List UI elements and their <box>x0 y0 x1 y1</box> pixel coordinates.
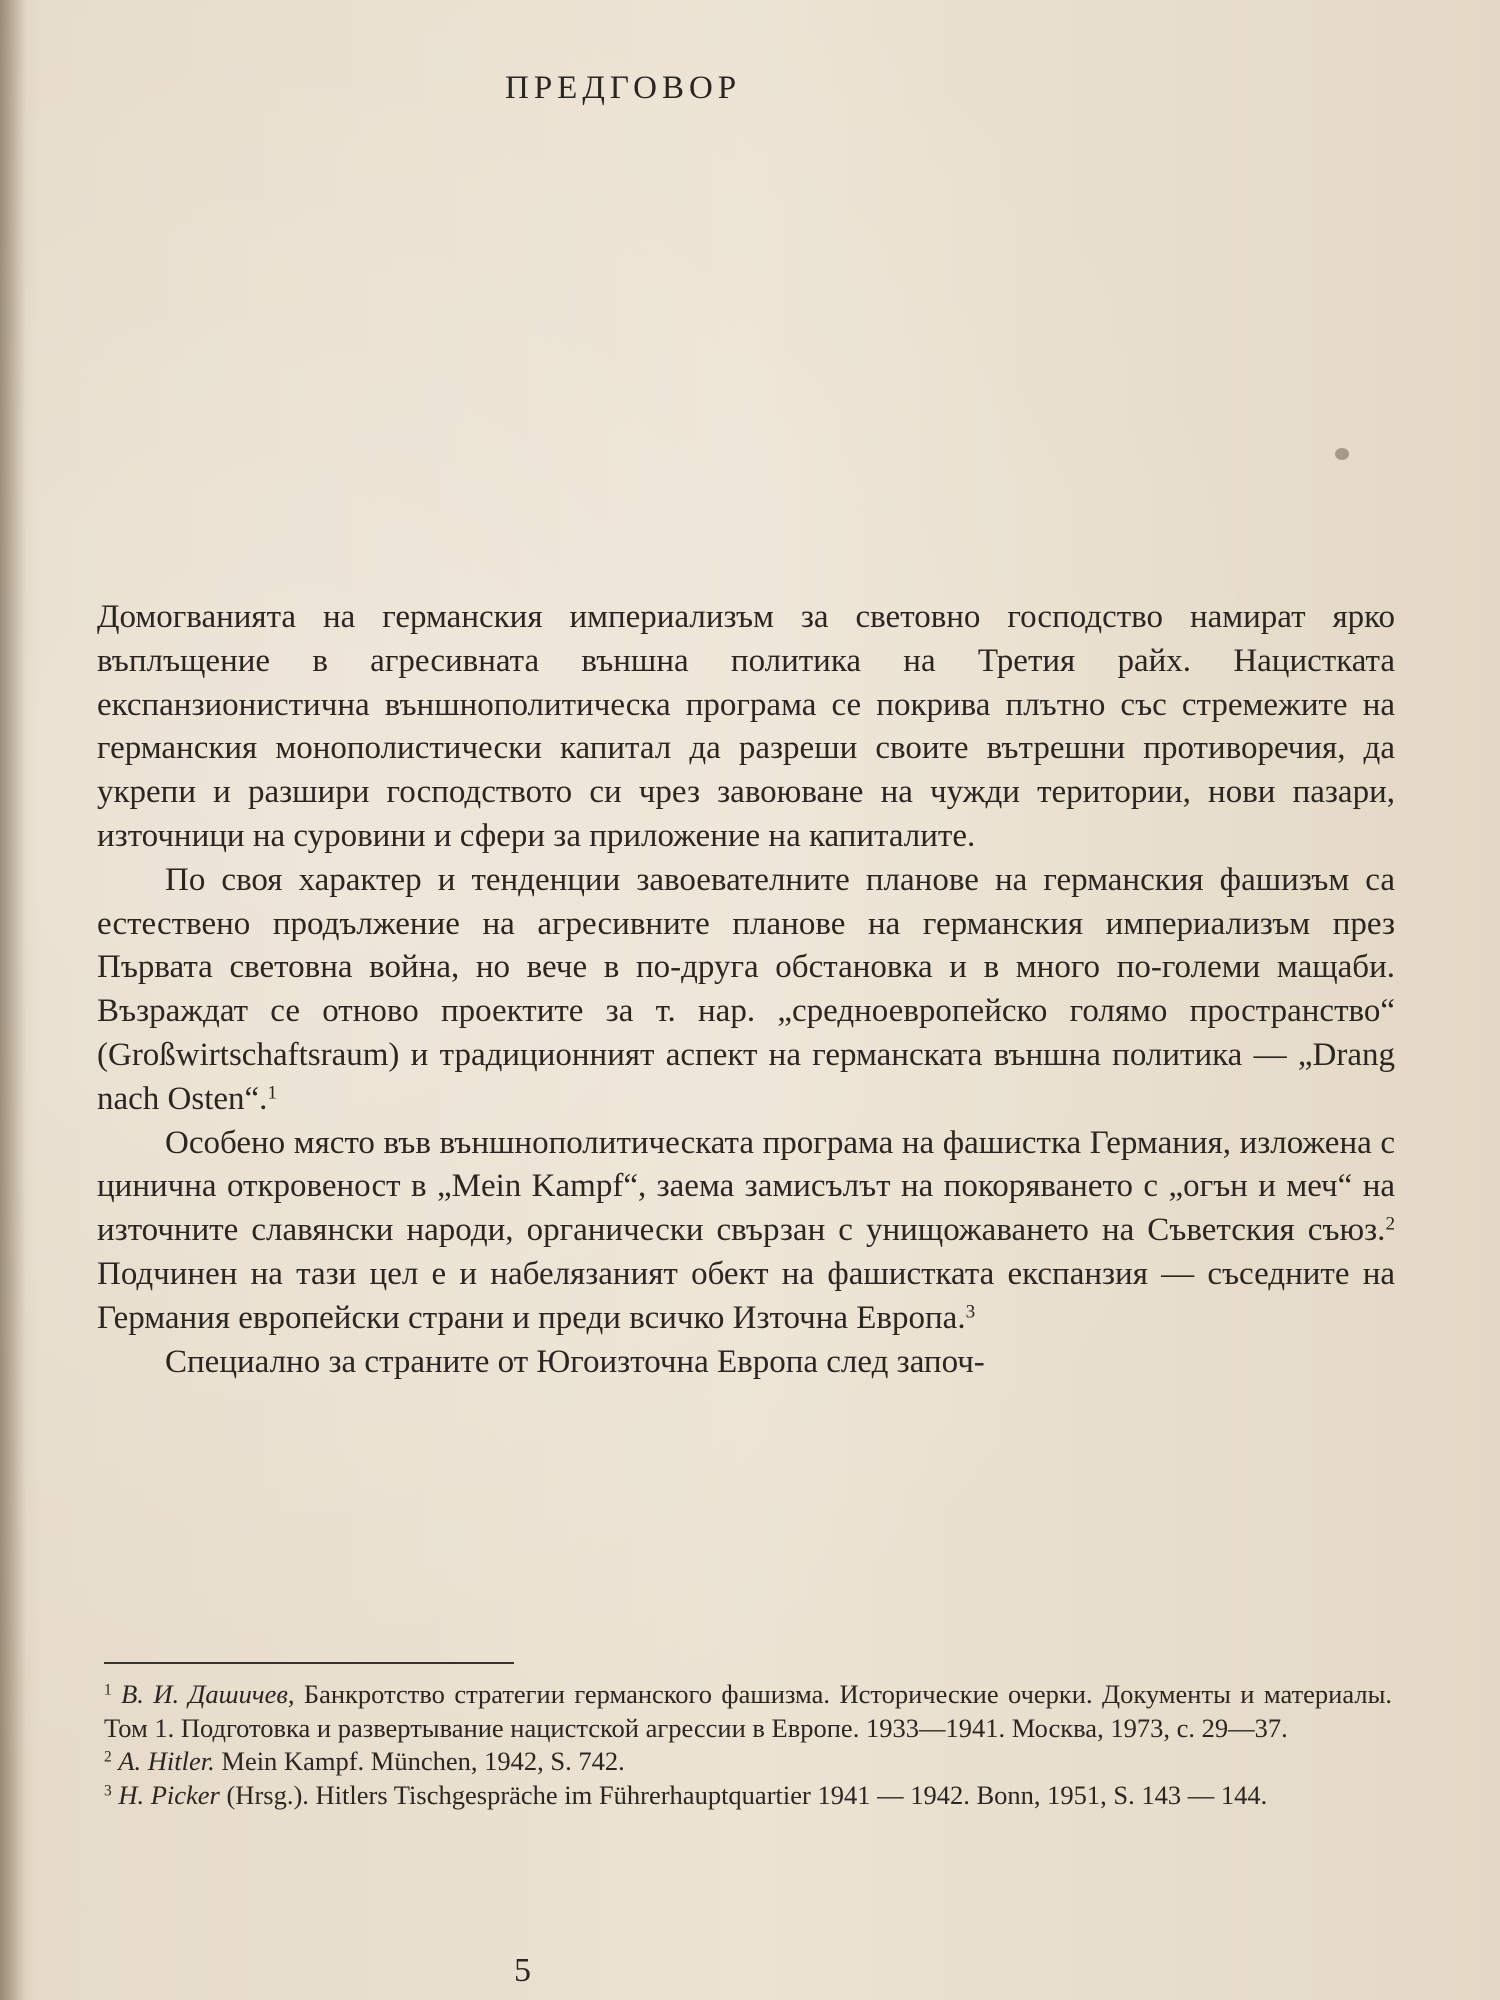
footnote-1-number: 1 <box>104 1681 112 1699</box>
spine-shadow <box>0 0 26 2000</box>
paragraph-2-text: По своя характер и тенденции завоевателните планове на германския фашизъм са естествено продължение на агресивните планове на германския империализъм през Първата световна война, но вече в по-друга обстановка и в много по-големи мащаби. Възраждат се отново проектите за т. нар. „средноевропейско голямо пространство“ (Großwirtschaftsraum) и традиционният аспект на германската външна политика — „Drang nach Osten“. <box>97 861 1395 1117</box>
paper-speck <box>1335 448 1349 460</box>
footnote-3-number: 3 <box>104 1782 112 1800</box>
body-text <box>97 596 1395 1384</box>
paragraph-2 <box>97 859 1395 1122</box>
footnotes <box>104 1678 1392 1812</box>
page-number: 5 <box>514 1952 531 1989</box>
footnote-ref-2[interactable]: 2 <box>1385 1213 1395 1235</box>
footnote-1 <box>104 1678 1392 1745</box>
paragraph-1-text: Домогванията на германския империализъм за световно господство намират ярко въплъщение в агресивната външна политика на Третия райх. Нацистката експанзионистична външнополитическа програма се покрива плътно със стремежите на германския монополистически капитал да разреши своите вътрешни противоречия, да укрепи и разшири господството си чрез завоюване на чужди територии, нови пазари, източници на суровини и сфери за приложение на капиталите. <box>97 599 1395 854</box>
page-heading: ПРЕДГОВОР <box>505 70 742 106</box>
paragraph-4 <box>97 1341 1395 1385</box>
footnote-divider <box>104 1662 514 1664</box>
footnote-3 <box>104 1779 1392 1813</box>
footnote-2-number: 2 <box>104 1748 112 1766</box>
footnote-3-text: (Hrsg.). Hitlers Tischgespräche im Führerhauptquartier 1941 — 1942. Bonn, 1951, S. 143 — 144. <box>219 1779 1268 1810</box>
footnote-2-text: Mein Kampf. München, 1942, S. 742. <box>214 1746 625 1776</box>
footnote-1-author: В. И. Дашичев, <box>121 1679 295 1709</box>
paragraph-3-text-a: Особено място във външнополитическата програма на фашистка Германия, изложена с цинична откровеност в „Mein Kampf“, заема замисълът на покоряването с „огън и меч“ на източните славянски народи, органически свързан с унищожаването на Съветския съюз. <box>97 1124 1395 1249</box>
paragraph-3 <box>97 1122 1395 1341</box>
paragraph-4-text: Специално за страните от Югоизточна Европа след започ- <box>165 1343 985 1380</box>
footnote-3-author: H. Picker <box>118 1779 220 1810</box>
footnote-2 <box>104 1745 1392 1779</box>
paragraph-3-text-b: Подчинен на тази цел е и набелязаният обект на фашистката експанзия — съседните на Германия европейски страни и преди всичко Източна Европа. <box>97 1255 1395 1336</box>
footnote-ref-1[interactable]: 1 <box>267 1082 277 1104</box>
footnote-ref-3[interactable]: 3 <box>965 1301 976 1323</box>
footnote-1-text: Банкротство стратегии германского фашизма. Исторические очерки. Документы и материалы. Том 1. Подготовка и развертывание нацистской агрессии в Европе. 1933—1941. Москва, 1973, с. 29—37. <box>104 1679 1393 1743</box>
paragraph-1 <box>97 596 1395 859</box>
footnote-2-author: A. Hitler. <box>118 1746 215 1776</box>
